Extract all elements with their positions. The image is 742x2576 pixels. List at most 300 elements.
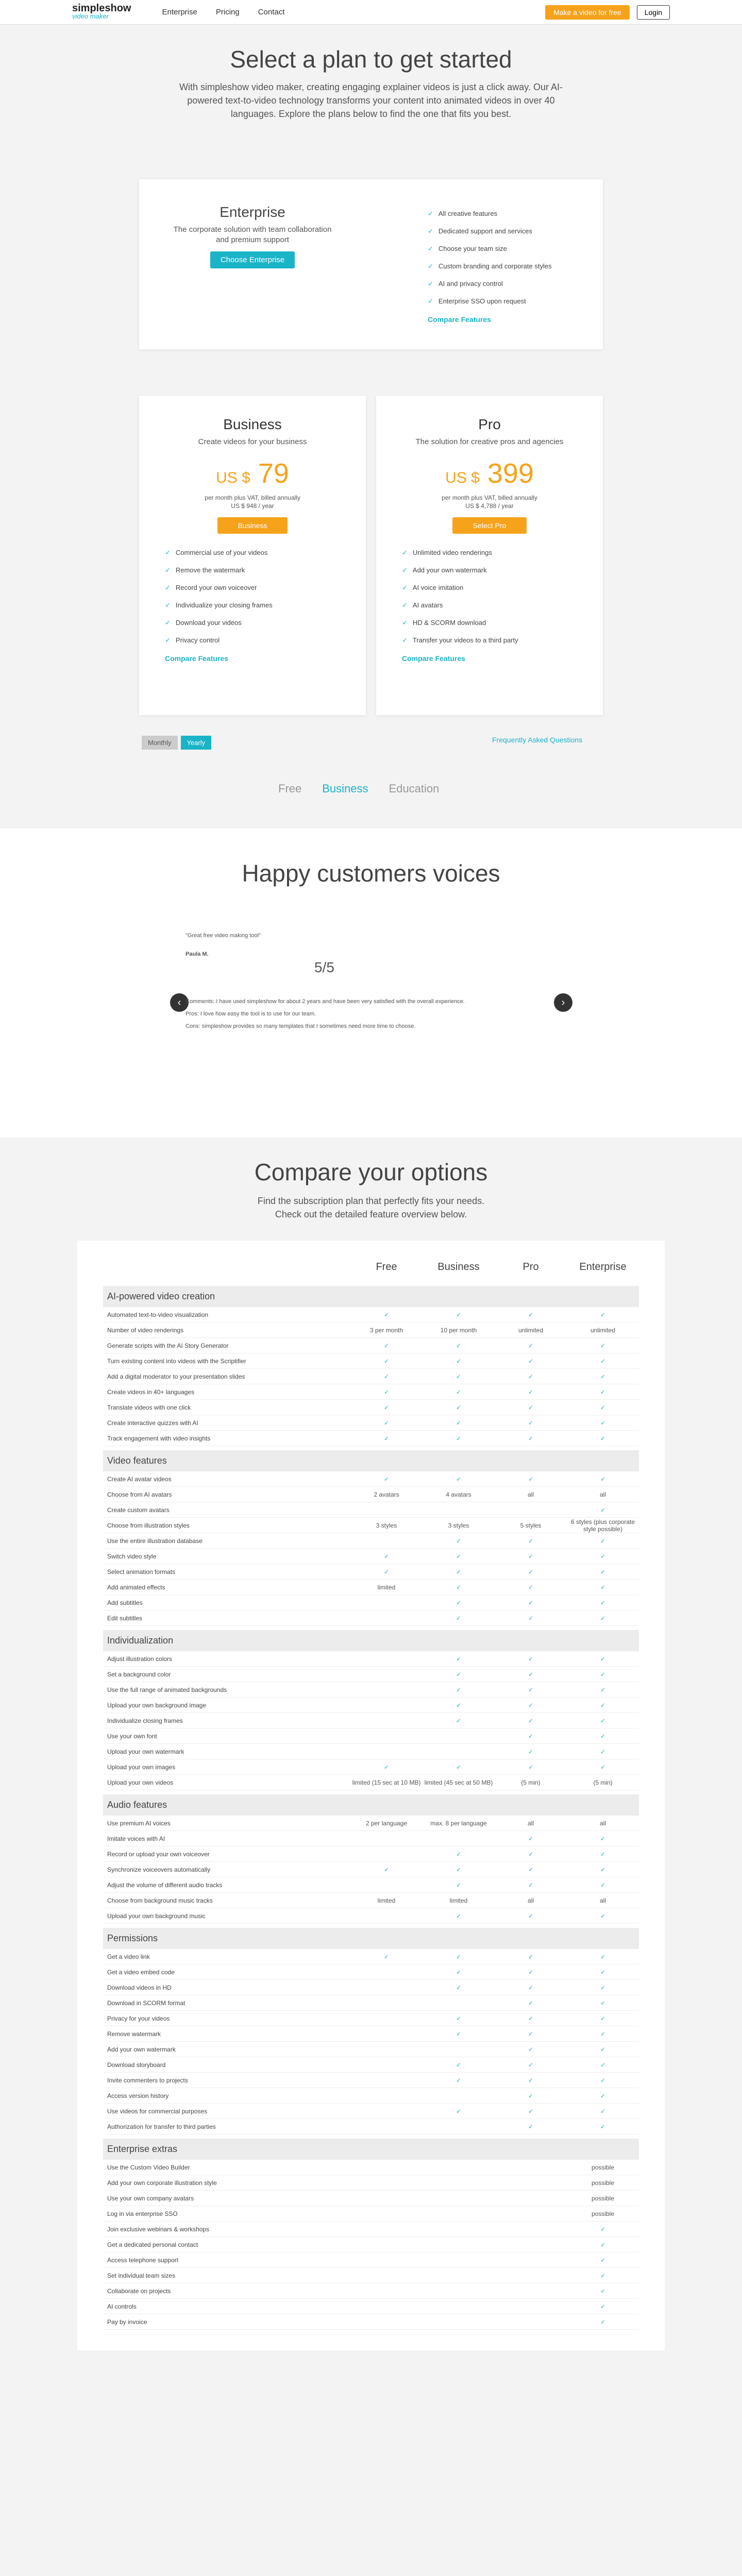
feature-value: 6 styles (plus corporate style possible) (570, 1518, 635, 1533)
logo-text: simpleshow (72, 2, 131, 14)
feature-value: 10 per month (440, 1326, 477, 1334)
table-row (103, 2175, 639, 2191)
feature-value: ✓ (528, 1537, 534, 1545)
feature-name: Create interactive quizzes with AI (107, 1419, 198, 1427)
feature-value: ✓ (528, 1388, 534, 1396)
feature-value: ✓ (528, 1999, 534, 2007)
nav-link-pricing[interactable]: Pricing (215, 8, 240, 16)
feature-item: ✓ AI voice imitation (402, 584, 464, 591)
feature-value: ✓ (600, 1670, 606, 1678)
check-icon: ✓ (428, 227, 433, 235)
table-row (103, 2026, 639, 2042)
feature-value: ✓ (528, 2030, 534, 2038)
feature-value: possible (591, 2163, 615, 2171)
feature-value: all (527, 1819, 534, 1827)
table-row (103, 2042, 639, 2057)
feature-item: ✓ HD & SCORM download (402, 619, 486, 626)
table-row (103, 2088, 639, 2104)
feature-name: Add a digital moderator to your presentation slides (107, 1372, 245, 1380)
feature-name: Use videos for commercial purposes (107, 2107, 208, 2115)
feature-name: Upload your own videos (107, 1778, 174, 1786)
billing-toggle (142, 736, 211, 750)
feature-value: ✓ (383, 1434, 390, 1442)
feature-value: ✓ (528, 1372, 534, 1380)
feature-value: all (599, 1896, 606, 1904)
feature-value: ✓ (528, 1599, 534, 1606)
column-pro: Pro (522, 1261, 539, 1273)
feature-item: ✓ AI avatars (402, 601, 443, 609)
feature-value: ✓ (456, 1701, 462, 1709)
table-row (103, 1698, 639, 1713)
table-row (103, 1471, 639, 1487)
pro-compare-link[interactable]: Compare Features (402, 654, 465, 663)
feature-name: Upload your own background music (107, 1912, 206, 1920)
check-icon: ✓ (402, 549, 408, 556)
feature-value: ✓ (528, 1968, 534, 1976)
feature-value: ✓ (383, 1866, 390, 1873)
feature-name: Access telephone support (107, 2256, 179, 2264)
feature-value: ✓ (600, 1311, 606, 1318)
table-row (103, 2252, 639, 2268)
feature-value: 2 avatars (374, 1490, 399, 1498)
feature-value: ✓ (600, 2076, 606, 2084)
feature-value: ✓ (528, 1403, 534, 1411)
feature-item: ✓ Individualize your closing frames (165, 601, 273, 609)
feature-value: ✓ (456, 1583, 462, 1591)
feature-value: ✓ (528, 1686, 534, 1693)
table-row (103, 1580, 639, 1595)
feature-value: ✓ (600, 1403, 606, 1411)
feature-item: ✓ Add your own watermark (402, 566, 487, 574)
feature-value: ✓ (383, 1388, 390, 1396)
check-icon: ✓ (428, 210, 433, 217)
column-enterprise: Enterprise (579, 1261, 627, 1273)
tab-education[interactable]: Education (389, 782, 440, 795)
feature-item: ✓ Commercial use of your videos (165, 549, 268, 556)
check-icon: ✓ (428, 245, 433, 252)
pro-card (376, 396, 603, 715)
feature-value: limited (15 sec at 10 MB) (352, 1778, 421, 1786)
review-quote: "Great free video making tool" (185, 933, 261, 939)
table-row (103, 1564, 639, 1580)
table-row (103, 1533, 639, 1549)
feature-name: Access version history (107, 2092, 169, 2099)
feature-item: ✓ All creative features (428, 210, 498, 217)
table-header (103, 1261, 639, 1282)
check-icon: ✓ (402, 601, 408, 609)
feature-value: ✓ (528, 1763, 534, 1771)
nav-link-enterprise[interactable]: Enterprise (162, 8, 197, 16)
review-pros: Pros: I love how easy the tool is to use for our team. (185, 1011, 316, 1017)
table-row (103, 1667, 639, 1682)
compare-title: Compare your options (254, 1159, 488, 1185)
feature-value: ✓ (600, 1686, 606, 1693)
feature-value: ✓ (456, 1763, 462, 1771)
feature-name: Generate scripts with the AI Story Generator (107, 1342, 229, 1349)
feature-name: Use the full range of animated backgrounds (107, 1686, 227, 1693)
feature-value: ✓ (456, 1717, 462, 1724)
check-icon: ✓ (165, 636, 171, 644)
feature-value: 3 styles (376, 1521, 397, 1529)
feature-name: Get a video link (107, 1953, 150, 1960)
feature-item: ✓ Custom branding and corporate styles (428, 262, 552, 270)
feature-value: ✓ (456, 2107, 462, 2115)
table-row (103, 1431, 639, 1446)
feature-value: ✓ (600, 1835, 606, 1842)
table-row (103, 1307, 639, 1323)
feature-name: Synchronize voiceovers automatically (107, 1866, 211, 1873)
review-score: 5/5 (314, 959, 334, 975)
feature-value: ✓ (528, 1881, 534, 1889)
table-row (103, 1518, 639, 1533)
business-billing: per month plus VAT, billed annually US $ 948 / year (205, 494, 300, 510)
table-row (103, 1980, 639, 1995)
feature-value: ✓ (600, 1953, 606, 1960)
tab-business[interactable]: Business (322, 782, 368, 795)
feature-value: ✓ (456, 1403, 462, 1411)
check-icon: ✓ (165, 619, 171, 626)
feature-value: ✓ (600, 1419, 606, 1427)
table-row (103, 1682, 639, 1698)
feature-value: ✓ (600, 1599, 606, 1606)
review-comments: Comments: I have used simpleshow for about 2 years and have been very satisfied with the overall experience. (185, 998, 465, 1005)
feature-value: ✓ (383, 1953, 390, 1960)
feature-value: ✓ (456, 1912, 462, 1920)
feature-value: ✓ (456, 1614, 462, 1622)
feature-name: Add subtitles (107, 1599, 143, 1606)
check-icon: ✓ (165, 584, 171, 591)
feature-value: ✓ (600, 1850, 606, 1858)
check-icon: ✓ (428, 262, 433, 270)
feature-value: possible (591, 2179, 615, 2187)
table-row (103, 1831, 639, 1846)
login-button[interactable]: Login (637, 5, 670, 20)
feature-name: Create AI avatar videos (107, 1475, 172, 1483)
feature-value: ✓ (600, 2014, 606, 2022)
feature-value: ✓ (383, 1357, 390, 1365)
feature-value: ✓ (600, 1583, 606, 1591)
business-price: US $ 79 (216, 458, 289, 489)
feature-value: ✓ (456, 1953, 462, 1960)
feature-value: ✓ (600, 1881, 606, 1889)
feature-item: ✓ Unlimited video renderings (402, 549, 492, 556)
table-row (103, 1611, 639, 1626)
pro-title: Pro (478, 416, 501, 432)
feature-name: Upload your own images (107, 1763, 176, 1771)
feature-value: ✓ (528, 1357, 534, 1365)
feature-value: ✓ (456, 1599, 462, 1606)
top-nav (0, 0, 742, 25)
table-row (103, 1323, 639, 1338)
table-row (103, 1338, 639, 1353)
comparison-table (77, 1241, 665, 2350)
table-row (103, 1353, 639, 1369)
check-icon: ✓ (165, 601, 171, 609)
feature-name: Switch video style (107, 1552, 157, 1560)
feature-name: Select animation formats (107, 1568, 176, 1575)
feature-value: ✓ (528, 1342, 534, 1349)
feature-value: ✓ (528, 1701, 534, 1709)
feature-name: Adjust the volume of different audio tracks (107, 1881, 223, 1889)
logo-subtext: video maker (72, 12, 109, 20)
feature-name: Add animated effects (107, 1583, 165, 1591)
table-row (103, 1369, 639, 1384)
table-row (103, 2160, 639, 2175)
compare-section (0, 1138, 742, 2576)
table-row (103, 2104, 639, 2119)
feature-value: ✓ (528, 2107, 534, 2115)
feature-value: ✓ (600, 1506, 606, 1514)
table-row (103, 1759, 639, 1775)
feature-value: limited (377, 1583, 396, 1591)
table-row (103, 1728, 639, 1744)
table-section-header: AI-powered video creation (103, 1286, 639, 1307)
nav-link-contact[interactable]: Contact (258, 8, 285, 16)
table-row (103, 1775, 639, 1790)
monthly-toggle[interactable]: Monthly (142, 736, 178, 750)
feature-item: ✓ Download your videos (165, 619, 242, 626)
feature-value: ✓ (528, 1311, 534, 1318)
feature-name: Get a dedicated personal contact (107, 2241, 198, 2248)
feature-value: limited (377, 1896, 396, 1904)
feature-value: ✓ (600, 1999, 606, 2007)
feature-value: ✓ (600, 1732, 606, 1740)
feature-name: Record or upload your own voiceover (107, 1850, 210, 1858)
feature-value: 5 styles (520, 1521, 542, 1529)
enterprise-card (139, 179, 603, 349)
feature-value: ✓ (528, 1984, 534, 1991)
feature-value: ✓ (456, 2061, 462, 2069)
feature-value: ✓ (600, 1717, 606, 1724)
choose-enterprise-button[interactable]: Choose Enterprise (210, 251, 295, 268)
feature-name: Use your own company avatars (107, 2194, 194, 2202)
feature-value: ✓ (600, 2030, 606, 2038)
feature-value: limited (449, 1896, 468, 1904)
feature-item: ✓ Enterprise SSO upon request (428, 297, 526, 305)
feature-value: all (527, 1490, 534, 1498)
feature-value: ✓ (600, 2318, 606, 2326)
feature-name: Imitate voices with AI (107, 1835, 165, 1842)
feature-name: Use the entire illustration database (107, 1537, 203, 1545)
yearly-toggle[interactable]: Yearly (181, 736, 212, 750)
check-icon: ✓ (165, 549, 171, 556)
feature-value: unlimited (590, 1326, 616, 1334)
feature-value: ✓ (528, 2092, 534, 2099)
table-row (103, 1400, 639, 1415)
table-row (103, 2237, 639, 2252)
column-free: Free (376, 1261, 397, 1273)
table-row (103, 1502, 639, 1518)
feature-item: ✓ Remove the watermark (165, 566, 245, 574)
feature-value: ✓ (600, 1357, 606, 1365)
feature-value: ✓ (528, 2076, 534, 2084)
feature-value: ✓ (528, 1835, 534, 1842)
feature-value: (5 min) (593, 1778, 613, 1786)
table-row (103, 1651, 639, 1667)
feature-value: ✓ (456, 1850, 462, 1858)
feature-name: Add your own watermark (107, 2045, 176, 2053)
feature-name: Upload your own background image (107, 1701, 207, 1709)
logo[interactable] (72, 4, 131, 21)
feature-value: all (527, 1896, 534, 1904)
feature-value: possible (591, 2210, 615, 2217)
feature-value: ✓ (528, 1953, 534, 1960)
pro-billing: per month plus VAT, billed annually US $ 4,788 / year (442, 494, 537, 510)
check-icon: ✓ (402, 619, 408, 626)
table-row (103, 2057, 639, 2073)
prev-arrow-icon[interactable]: ‹ (170, 993, 189, 1012)
feature-value: ✓ (456, 1434, 462, 1442)
business-card (139, 396, 366, 715)
business-sub: Create videos for your business (198, 437, 307, 446)
feature-value: ✓ (456, 1881, 462, 1889)
feature-value: ✓ (456, 1342, 462, 1349)
column-business: Business (437, 1261, 480, 1273)
table-row (103, 2073, 639, 2088)
tab-free[interactable]: Free (278, 782, 302, 795)
feature-value: ✓ (528, 1732, 534, 1740)
feature-name: Automated text-to-video visualization (107, 1311, 209, 1318)
compare-intro: Find the subscription plan that perfectly fits your needs. Check out the detailed feature overview below. (257, 1196, 485, 1219)
feature-value: ✓ (456, 1537, 462, 1545)
feature-value: ✓ (600, 2107, 606, 2115)
feature-value: ✓ (600, 1342, 606, 1349)
feature-value: ✓ (456, 1984, 462, 1991)
feature-value: ✓ (528, 1475, 534, 1483)
feature-value: ✓ (528, 1434, 534, 1442)
faq-link[interactable]: Frequently Asked Questions (492, 736, 583, 744)
feature-value: ✓ (600, 1552, 606, 1560)
feature-name: Pay by invoice (107, 2318, 147, 2326)
feature-value: ✓ (600, 1763, 606, 1771)
feature-value: ✓ (383, 1552, 390, 1560)
feature-value: ✓ (456, 1866, 462, 1873)
feature-value: ✓ (600, 1984, 606, 1991)
plan-tabs (278, 782, 439, 795)
nav-actions (545, 5, 670, 20)
next-arrow-icon[interactable]: › (554, 993, 572, 1012)
feature-name: Add your own corporate illustration style (107, 2179, 217, 2187)
make-video-button[interactable]: Make a video for free (545, 5, 630, 20)
business-features (165, 544, 340, 664)
table-row (103, 1908, 639, 1924)
feature-name: Choose from AI avatars (107, 1490, 172, 1498)
review-cons: Cons: simpleshow provides so many templates that I sometimes need more time to choose. (185, 1023, 416, 1029)
feature-item: ✓ AI and privacy control (428, 280, 503, 287)
feature-value: ✓ (600, 2302, 606, 2310)
feature-value: ✓ (528, 2014, 534, 2022)
feature-name: Choose from illustration styles (107, 1521, 190, 1529)
feature-value: ✓ (528, 1419, 534, 1427)
check-icon: ✓ (402, 636, 408, 644)
customer-voices (0, 828, 742, 1138)
feature-value: all (599, 1819, 606, 1827)
feature-value: ✓ (600, 2241, 606, 2248)
page-title: Select a plan to get started (230, 46, 512, 73)
business-compare-link[interactable]: Compare Features (165, 654, 228, 663)
table-section-header: Enterprise extras (103, 2139, 639, 2160)
feature-value: ✓ (456, 1670, 462, 1678)
feature-value: ✓ (456, 1372, 462, 1380)
feature-value: ✓ (456, 1686, 462, 1693)
feature-value: ✓ (456, 1568, 462, 1575)
feature-value: ✓ (528, 2061, 534, 2069)
feature-value: ✓ (456, 2030, 462, 2038)
feature-value: max. 8 per language (430, 1819, 487, 1827)
select-pro-button[interactable]: Select Pro (452, 517, 527, 534)
pro-price: US $ 399 (445, 458, 534, 489)
feature-name: Set a background color (107, 1670, 171, 1678)
feature-value: 3 per month (369, 1326, 403, 1334)
enterprise-compare-link[interactable]: Compare Features (428, 315, 491, 324)
feature-name: Collaborate on projects (107, 2287, 171, 2295)
table-row (103, 2268, 639, 2283)
feature-value: ✓ (600, 1568, 606, 1575)
feature-name: Turn existing content into videos with the Scriptifier (107, 1357, 246, 1365)
check-icon: ✓ (428, 297, 433, 305)
feature-value: ✓ (600, 2092, 606, 2099)
table-row (103, 1816, 639, 1831)
table-row (103, 2314, 639, 2330)
feature-name: Download in SCORM format (107, 1999, 185, 2007)
feature-value: ✓ (600, 1614, 606, 1622)
pricing-hero (0, 25, 742, 828)
reviewer-name: Paula M. (185, 951, 209, 957)
feature-value: ✓ (383, 1419, 390, 1427)
table-row (103, 1487, 639, 1502)
feature-value: ✓ (600, 2061, 606, 2069)
feature-value: ✓ (528, 1670, 534, 1678)
business-title: Business (223, 416, 282, 432)
feature-value: ✓ (456, 1388, 462, 1396)
business-button[interactable]: Business (217, 517, 288, 534)
feature-name: Number of video renderings (107, 1326, 184, 1334)
feature-name: Privacy for your videos (107, 2014, 170, 2022)
enterprise-features (428, 205, 552, 325)
feature-item: ✓ Privacy control (165, 636, 220, 644)
check-icon: ✓ (402, 584, 408, 591)
feature-value: ✓ (456, 2076, 462, 2084)
feature-name: Download videos in HD (107, 1984, 172, 1991)
feature-name: Get a video embed code (107, 1968, 175, 1976)
feature-value: ✓ (600, 1655, 606, 1663)
table-row (103, 1846, 639, 1862)
feature-value: ✓ (600, 1866, 606, 1873)
feature-value: ✓ (528, 1748, 534, 1755)
table-row (103, 1964, 639, 1980)
feature-name: Individualize closing frames (107, 1717, 183, 1724)
feature-value: ✓ (600, 1912, 606, 1920)
feature-value: ✓ (383, 1311, 390, 1318)
feature-value: ✓ (600, 1372, 606, 1380)
feature-name: Create custom avatars (107, 1506, 170, 1514)
feature-name: Download storyboard (107, 2061, 166, 2069)
feature-name: Invite commenters to projects (107, 2076, 188, 2084)
feature-value: ✓ (600, 2287, 606, 2295)
table-section-header: Audio features (103, 1794, 639, 1816)
feature-value: ✓ (456, 1419, 462, 1427)
feature-name: Track engagement with video insights (107, 1434, 211, 1442)
feature-name: Translate videos with one click (107, 1403, 191, 1411)
feature-name: Edit subtitles (107, 1614, 143, 1622)
feature-name: Join exclusive webinars & workshops (107, 2225, 210, 2233)
feature-value: ✓ (600, 2123, 606, 2130)
table-row (103, 2191, 639, 2206)
feature-value: all (599, 1490, 606, 1498)
feature-item: ✓ Record your own voiceover (165, 584, 257, 591)
check-icon: ✓ (402, 566, 408, 574)
feature-name: Adjust illustration colors (107, 1655, 173, 1663)
